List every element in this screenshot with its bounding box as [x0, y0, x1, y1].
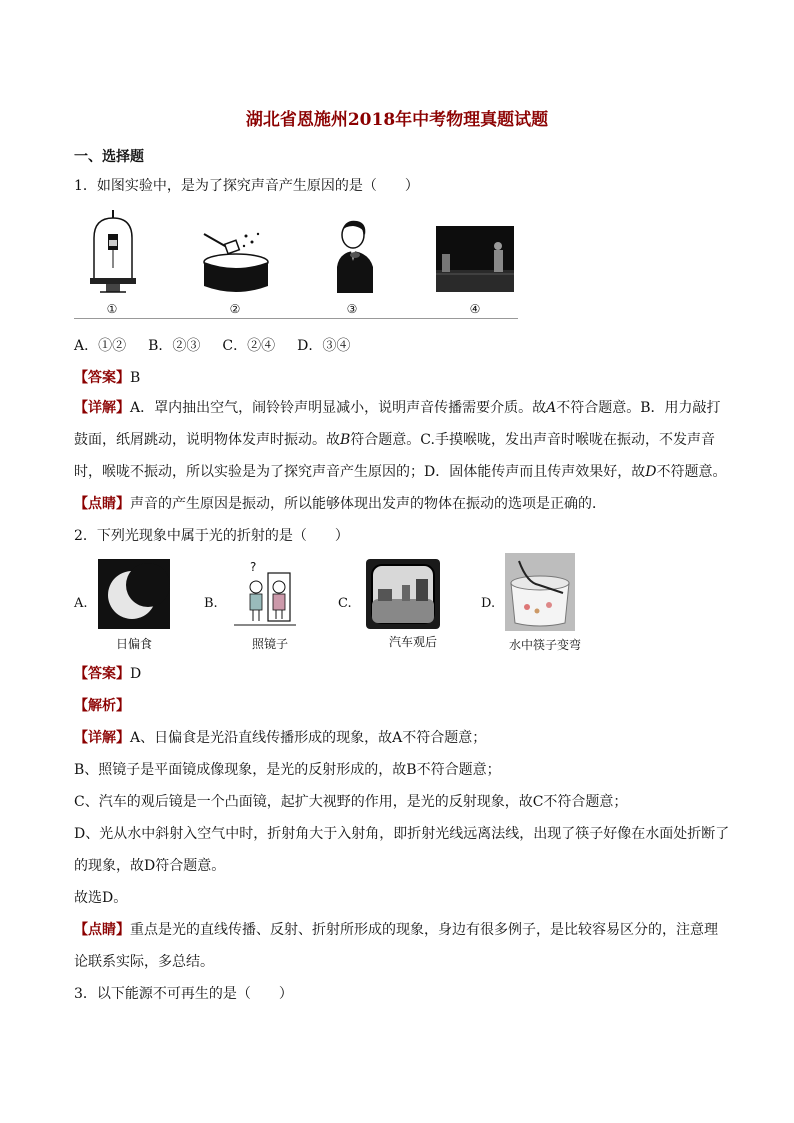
q2-analysis-tag: 【解析】: [74, 698, 130, 714]
q1-detail-text: 符合题意。C.手摸喉咙，发出声音时喉咙在振动，不发声音: [350, 432, 715, 448]
q1-detail-text: 鼓面，纸屑跳动，说明物体发声时振动。故: [74, 432, 340, 448]
drum-figure: [198, 222, 272, 296]
q1-option-a: A．①②: [74, 338, 127, 354]
q2-option-b-letter: B.: [204, 596, 218, 611]
q1-stem: 1．如图实验中，是为了探究声音产生原因的是（ ）: [74, 178, 419, 194]
q1-option-c: C．②④: [222, 338, 276, 354]
q2-tip-line-2: 论联系实际，多总结。: [74, 954, 214, 970]
q1-detail-line-1: [74, 398, 721, 418]
q2-choose: 故选D。: [74, 890, 128, 906]
chopsticks-in-water-image: [505, 553, 575, 631]
q2-option-c-letter: C.: [338, 596, 352, 611]
section-heading: 一、选择题: [74, 149, 144, 165]
mirror-image: [234, 559, 296, 631]
q2-tip-line-1: [74, 920, 718, 940]
q2-detail-a-text: A、日偏食是光沿直线传播形成的现象，故A不符合题意；: [130, 730, 487, 746]
tip-tag: 【点睛】: [74, 922, 130, 938]
detail-tag: 【详解】: [74, 400, 130, 416]
svg-text:?: ?: [250, 560, 257, 574]
q1-detail-line-2: [74, 430, 715, 450]
solar-eclipse-image: [98, 559, 170, 629]
q2-answer: [74, 664, 141, 684]
q1-answer: [74, 368, 140, 388]
q3-stem: 3．以下能源不可再生的是（ ）: [74, 986, 293, 1002]
q1-options: [74, 336, 350, 356]
detail-tag: 【详解】: [74, 730, 130, 746]
q1-detail-option-ref: D: [645, 464, 657, 480]
q2-option-d-letter: D.: [481, 596, 496, 611]
person-figure: [333, 217, 377, 293]
q2-detail-a: [74, 728, 486, 748]
q1-option-b: B．②③: [148, 338, 201, 354]
q2-detail-d-line-1: D、光从水中斜射入空气中时，折射角大于入射角，即折射光线远离法线，出现了筷子好像在水面处折断了: [74, 826, 730, 842]
stage-figure: [436, 226, 514, 292]
caption-car-mirror: 汽车观后: [388, 635, 437, 649]
answer-tag: 【答案】: [74, 666, 130, 682]
q1-tip: [74, 494, 606, 514]
q1-tip-text: 声音的产生原因是振动，所以能够体现出发声的物体在振动的选项是正确的．: [130, 496, 606, 512]
bell-jar-figure: [88, 208, 138, 298]
q2-option-a-letter: A.: [74, 596, 88, 611]
tip-tag: 【点睛】: [74, 496, 130, 512]
caption-solar-eclipse: 日偏食: [115, 637, 152, 651]
figure-label-1: ①: [106, 302, 118, 316]
q1-detail-line-3: [74, 462, 726, 482]
answer-tag: 【答案】: [74, 370, 130, 386]
car-mirror-image: [366, 559, 440, 629]
q2-detail-d-line-2: 的现象，故D符合题意。: [74, 858, 226, 874]
q1-detail-text: 时，喉咙不振动，所以实验是为了探究声音产生原因的；D．固体能传声而且传声效果好，故: [74, 464, 646, 480]
page-title: 湖北省恩施州2018年中考物理真题试题: [245, 110, 549, 130]
caption-chopsticks: 水中筷子变弯: [508, 638, 581, 652]
q2-answer-value: D: [130, 666, 142, 682]
q1-detail-text: A．罩内抽出空气，闹铃铃声明显减小，说明声音传播需要介质。故: [130, 400, 547, 416]
q1-detail-option-ref: B: [340, 432, 351, 448]
q2-tip-text: 重点是光的直线传播、反射、折射所形成的现象，身边有很多例子，是比较容易区分的，注意理: [130, 922, 718, 938]
q2-stem: 2．下列光现象中属于光的折射的是（ ）: [74, 528, 349, 544]
caption-mirror: 照镜子: [251, 637, 288, 651]
figure-label-4: ④: [469, 302, 481, 316]
figure-divider: [74, 318, 518, 319]
figure-label-2: ②: [229, 302, 241, 316]
figure-label-3: ③: [346, 302, 358, 316]
q1-detail-text: 不符题意。: [656, 464, 727, 480]
q1-answer-value: B: [130, 370, 141, 386]
q2-detail-b: B、照镜子是平面镜成像现象，是光的反射形成的，故B不符合题意；: [74, 762, 501, 778]
q2-detail-c: C、汽车的观后镜是一个凸面镜，起扩大视野的作用，是光的反射现象，故C不符合题意；: [74, 794, 628, 810]
q1-detail-text: 不符合题意。B．用力敲打: [556, 400, 721, 416]
q1-detail-option-ref: A: [546, 400, 557, 416]
q1-option-d: D．③④: [297, 338, 351, 354]
